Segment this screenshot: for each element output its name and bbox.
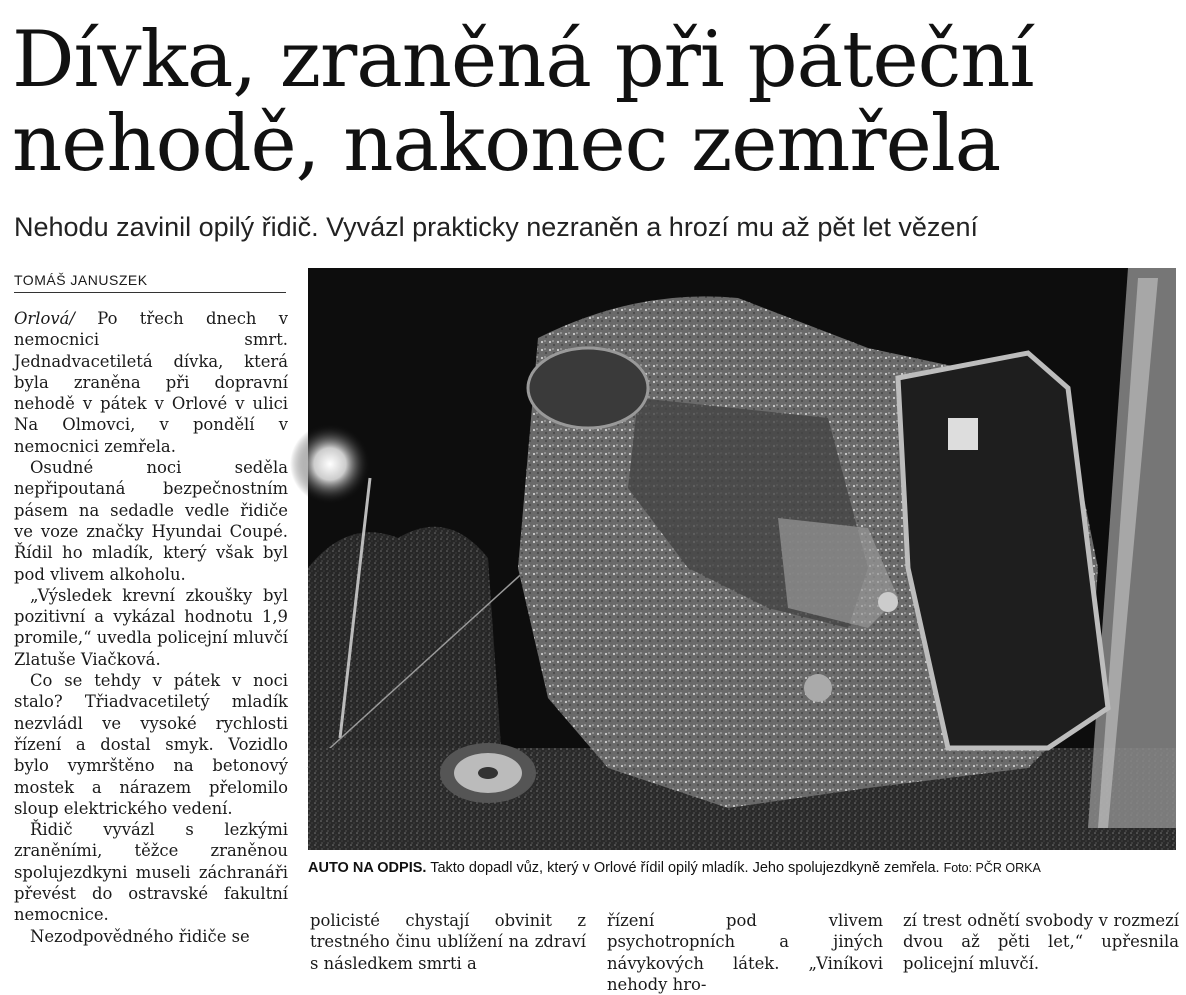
headline [12, 15, 1172, 189]
article-column-1 [14, 308, 288, 947]
article-column-4: zí trest odnětí svobody v rozmezí dvou až pěti let,“ upřesnila policejní mluvčí. [903, 911, 1179, 973]
dateline: Orlová/ [14, 309, 75, 328]
caption-lead: AUTO NA ODPIS. [308, 860, 427, 876]
photo-credit: Foto: PČR ORKA [943, 861, 1041, 875]
byline: TOMÁŠ JANUSZEK [14, 272, 286, 293]
headline-line-1: Dívka, zraněná při páteční [12, 15, 1034, 105]
paragraph-2: Osudné noci seděla nepřipoutaná bezpečnostním pásem na sedadle vedle řidiče ve voze značky Hyundai Coupé. Řídil ho mladík, který však byl pod vlivem alkoholu. [14, 458, 288, 584]
crash-photo [308, 268, 1176, 850]
article-column-3: řízení pod vlivem psychotropních a jiných návykových látek. „Viníkovi nehody hro- [607, 911, 883, 994]
paragraph-5: Řidič vyvázl s lezkými zraněními, těžce zraněnou spolujezdkyni museli záchranáři převést do ostravské fakultní nemocnice. [14, 820, 288, 925]
paragraph-1-text: Po třech dnech v nemocnici smrt. Jednadvacetiletá dívka, která byla zraněna při dopravní nehodě v pátek v Orlové v ulici Na Olmovci, v pondělí v nemocnici zemřela. [14, 309, 288, 456]
paragraph-3: „Výsledek krevní zkoušky byl pozitivní a vykázal hodnotu 1,9 promile,“ uvedla policejní mluvčí Zlatuše Viačková. [14, 585, 288, 669]
article-column-2: policisté chystají obvinit z trestného činu ublížení na zdraví s následkem smrti a [310, 911, 586, 973]
paragraph-1 [14, 308, 288, 457]
paragraph-6: Nezodpovědného řidiče se [30, 926, 250, 946]
crash-photo-illustration [308, 268, 1176, 850]
photo-caption [308, 860, 1178, 876]
subheadline: Nehodu zavinil opilý řidič. Vyvázl prakticky nezraněn a hrozí mu až pět let vězení [14, 212, 978, 242]
paragraph-4: Co se tehdy v pátek v noci stalo? Třiadvacetiletý mladík nezvládl ve vysoké rychlosti řízení a dostal smyk. Vozidlo bylo vymrštěno na betonový mostek a nárazem přelomilo sloup elektrického vedení. [14, 671, 288, 818]
headline-line-2: nehodě, nakonec zemřela [12, 99, 1001, 189]
caption-text: Takto dopadl vůz, který v Orlové řídil opilý mladík. Jeho spolujezdkyně zemřela. [430, 860, 940, 876]
